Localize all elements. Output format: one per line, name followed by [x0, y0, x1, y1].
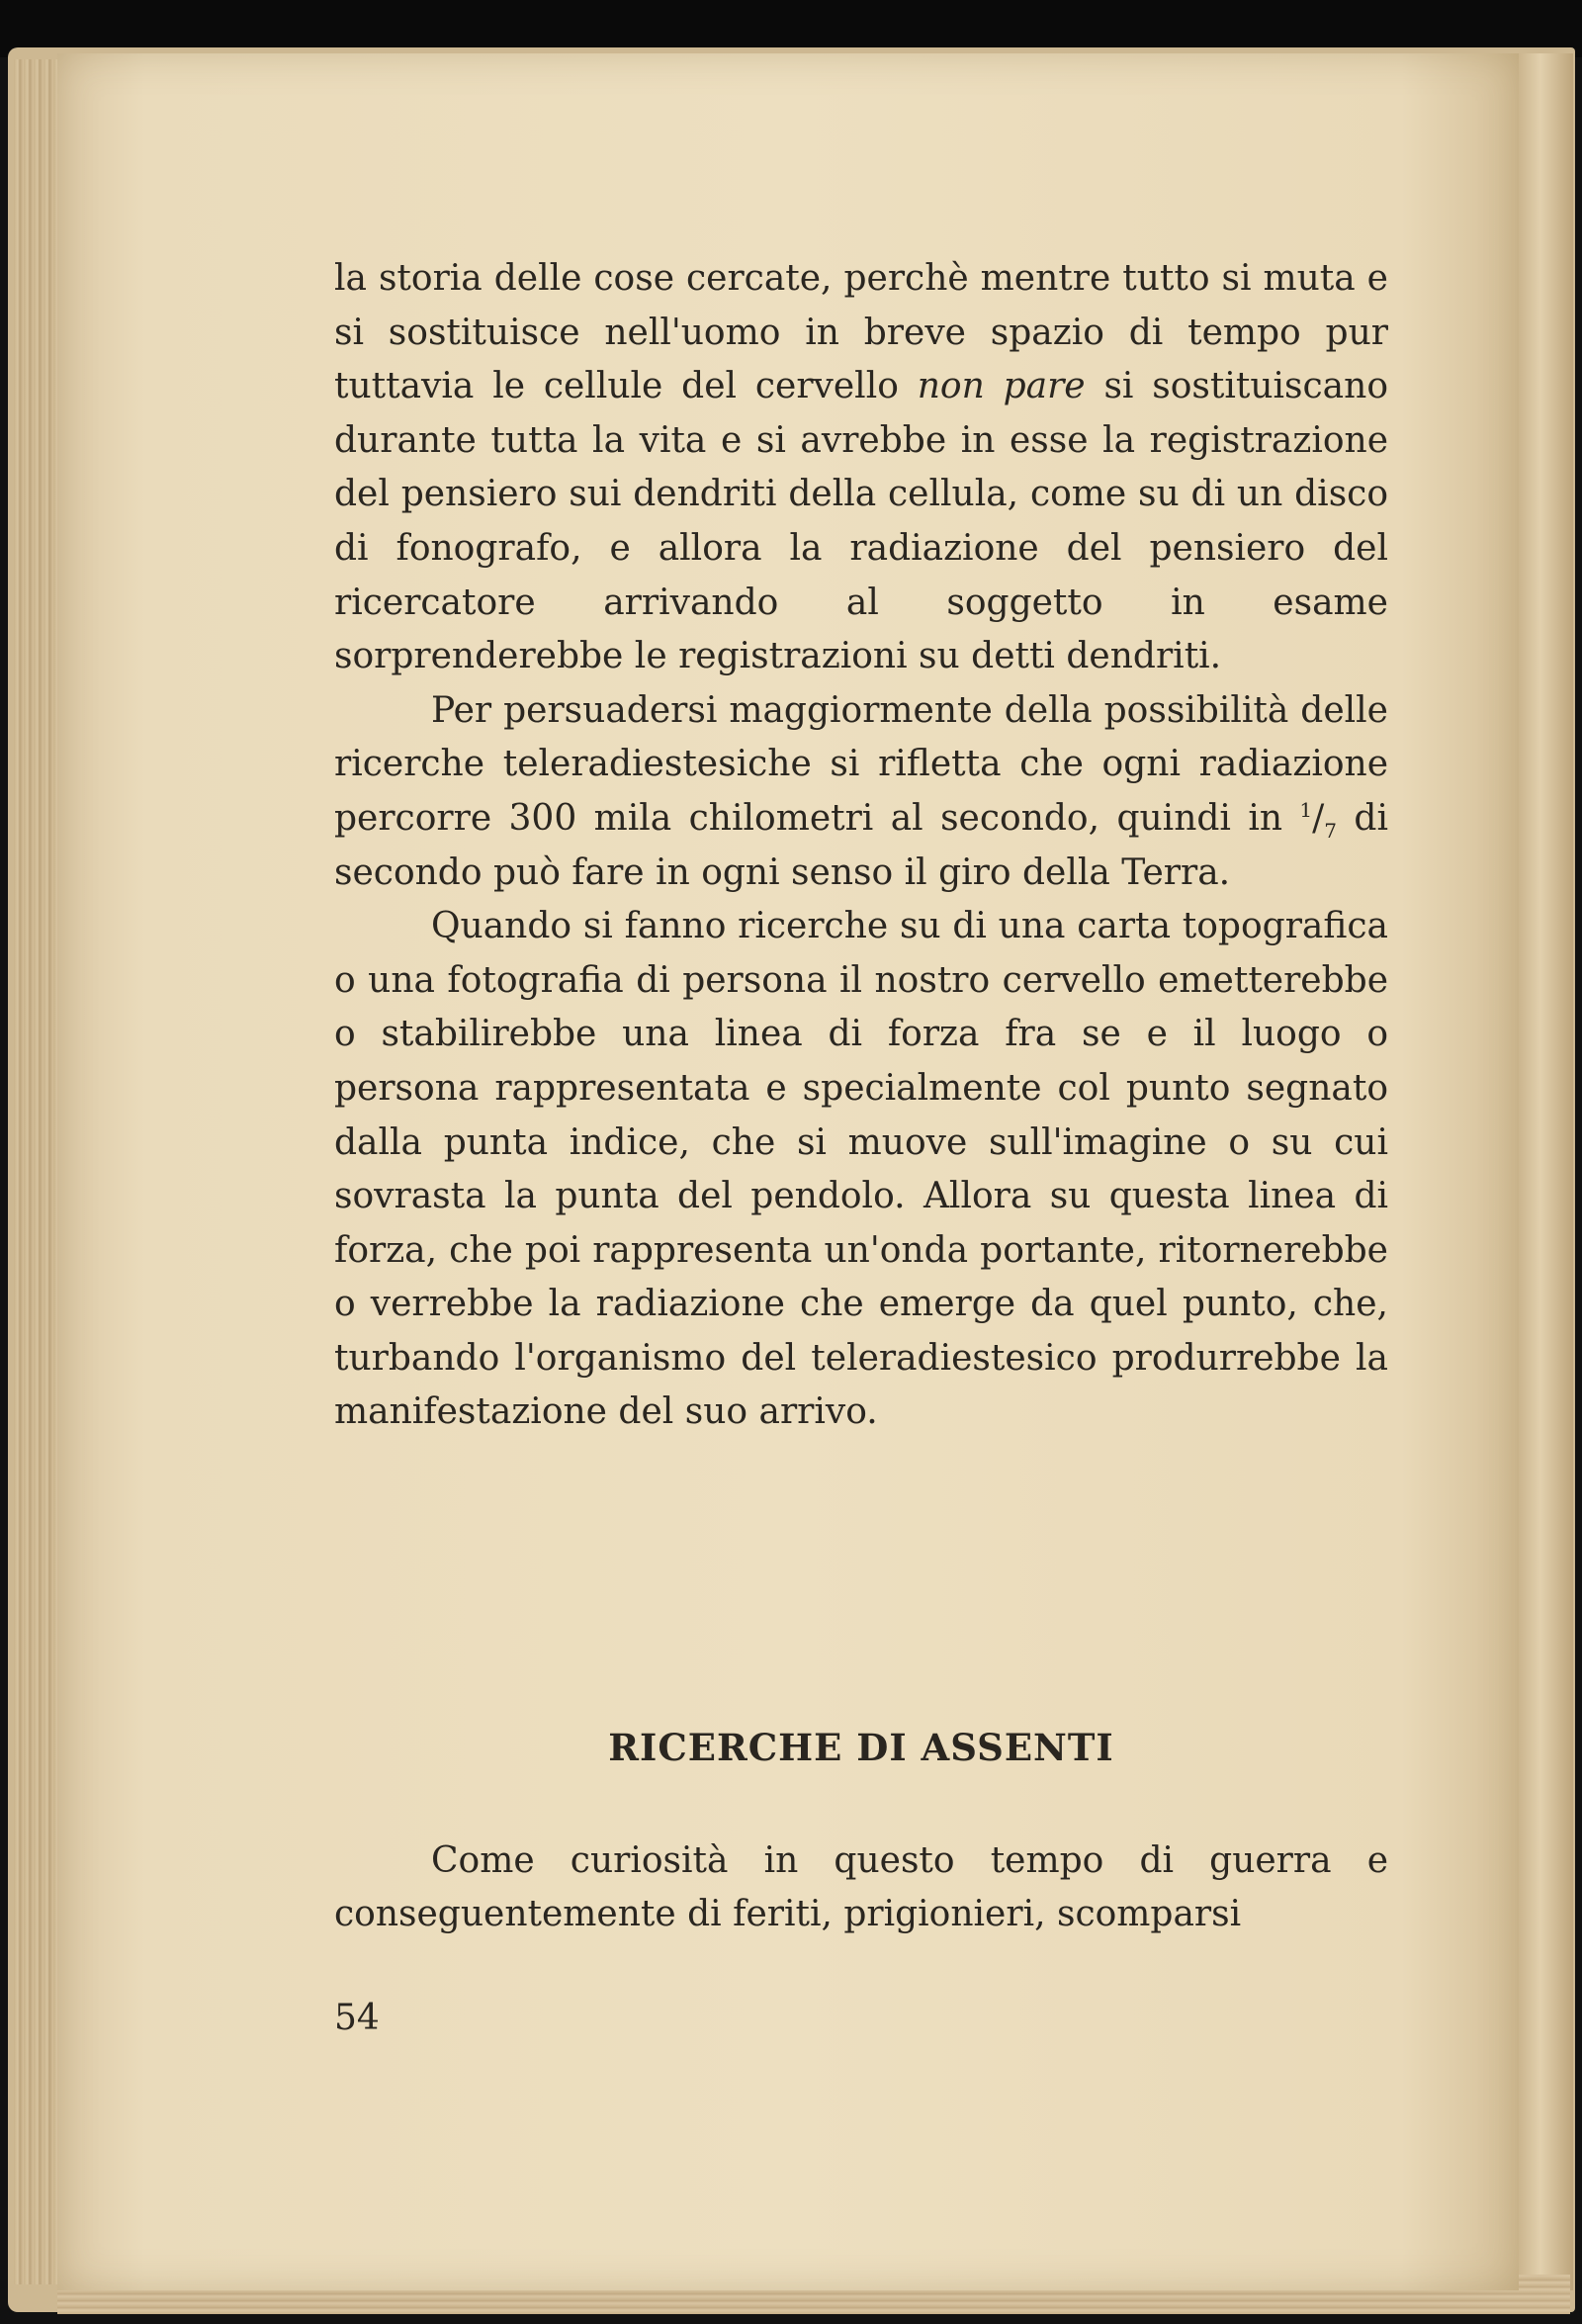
paragraph-1-part-1: la storia delle cose cercate, perchè mentre tutto si muta e si sostituisce nell'uomo in breve spazio di tempo pur tuttavia le cellule del cervello [334, 258, 1388, 407]
section-body-text [334, 1834, 1388, 1941]
paragraph-3-text: Quando si fanno ricerche su di una carta topografica o una fotografia di persona il nostro cervello emetterebbe o stabilirebbe una linea di forza fra se e il luogo o persona rappresentata e specialmente col punto segnato dalla punta indice, che si muove sull'imagine o su cui sovrasta la punta del pendolo. Allora su questa linea di forza, che poi rappresenta un'onda portante, ritornerebbe o verrebbe la radiazione che emerge da quel punto, che, turbando l'organismo del teleradiestesico produrrebbe la manifestazione del suo arrivo. [334, 906, 1388, 1433]
paragraph-1 [334, 252, 1388, 684]
fraction-one-seventh: $^1/_7$ [1299, 797, 1338, 844]
page-number: 54 [334, 1998, 380, 2038]
page-left-edges [14, 59, 59, 2284]
paragraph-3 [334, 900, 1388, 1440]
paragraph-2-part-1: Per persuadersi maggiormente della possibilità delle ricerche teleradiestesiche si rifletta che ogni radiazione percorre 300 mila chilometri al secondo, quindi in [334, 689, 1388, 839]
page-right-edge [1519, 53, 1573, 2290]
paragraph-1-italic: non pare [917, 366, 1086, 407]
paragraph-2 [334, 684, 1388, 900]
paragraph-1-part-3: si sostituiscano durante tutta la vita e si avrebbe in esse la registrazione del pensiero sui dendriti della cellula, come su di un disco di fonografo, e allora la radiazione del pensiero del ricercatore arrivando al soggetto in esame sorprenderebbe le registrazioni su detti dendriti. [334, 366, 1389, 677]
section-paragraph: Come curiosità in questo tempo di guerra e conseguentemente di feriti, prigionieri, scomparsi [334, 1840, 1388, 1934]
section-heading: RICERCHE DI ASSENTI [608, 1726, 1114, 1769]
body-text [334, 252, 1388, 1440]
paragraph-2-part-3: di secondo può fare in ogni senso il giro della Terra. [334, 797, 1388, 893]
